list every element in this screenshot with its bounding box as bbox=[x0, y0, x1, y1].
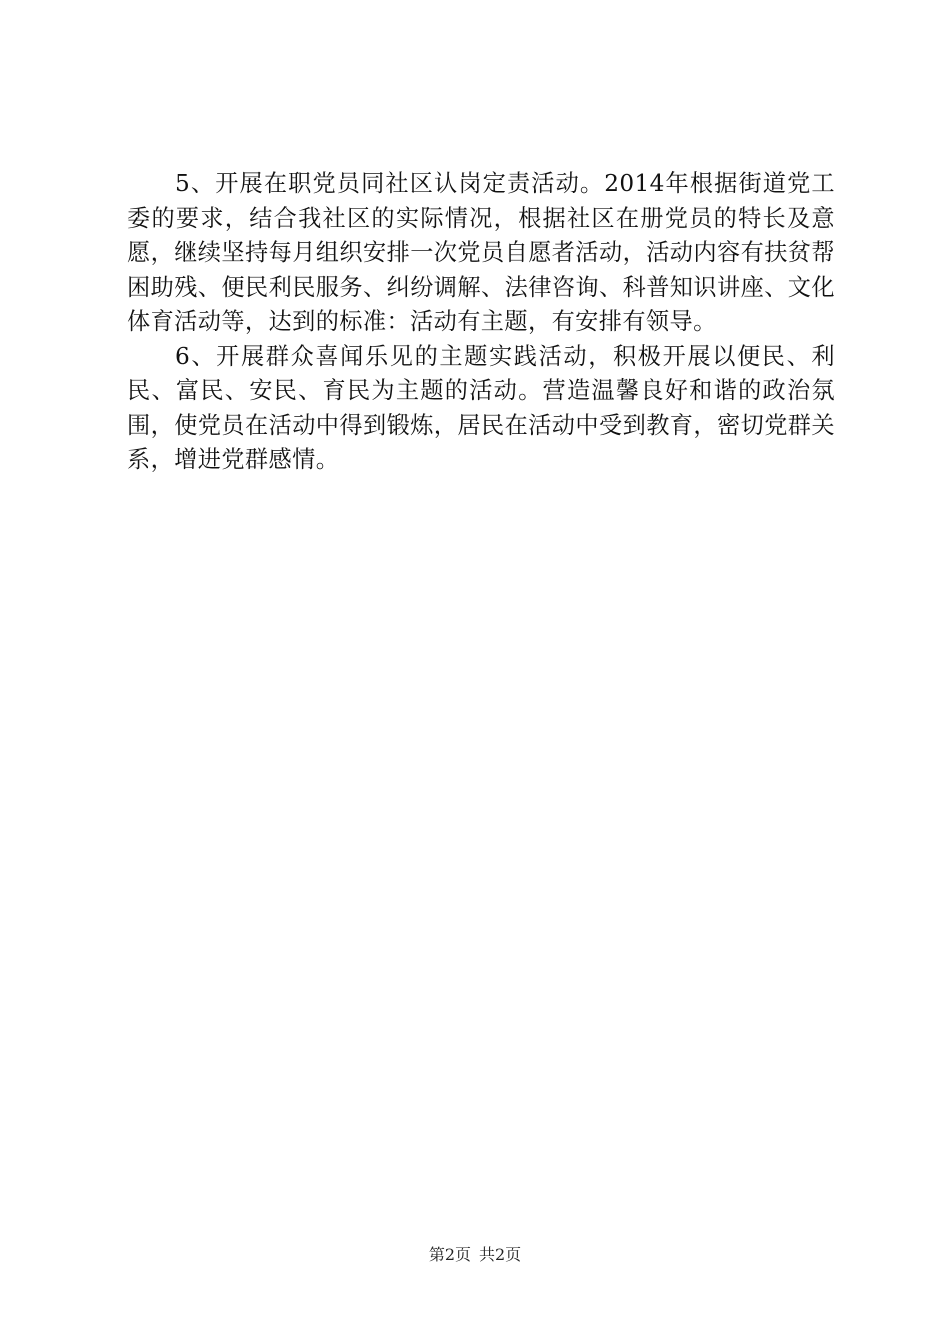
page-number-current: 第2页 bbox=[428, 1245, 471, 1264]
paragraph-5: 5、开展在职党员同社区认岗定责活动。2014年根据街道党工委的要求，结合我社区的实际情况，根据社区在册党员的特长及意愿，继续坚持每月组织安排一次党员自愿者活动，活动内容有扶贫帮困助残、便民利民服务、纠纷调解、法律咨询、科普知识讲座、文化体育活动等，达到的标准：活动有主题，有安排有领导。 bbox=[127, 170, 835, 335]
paragraph-6: 6、开展群众喜闻乐见的主题实践活动，积极开展以便民、利民、富民、安民、育民为主题的活动。营造温馨良好和谐的政治氛围，使党员在活动中得到锻炼，居民在活动中受到教育，密切党群关系，增进党群感情。 bbox=[127, 342, 835, 473]
document-body bbox=[127, 167, 835, 478]
page-number-total: 共2页 bbox=[479, 1245, 522, 1264]
page-footer bbox=[0, 1243, 950, 1267]
